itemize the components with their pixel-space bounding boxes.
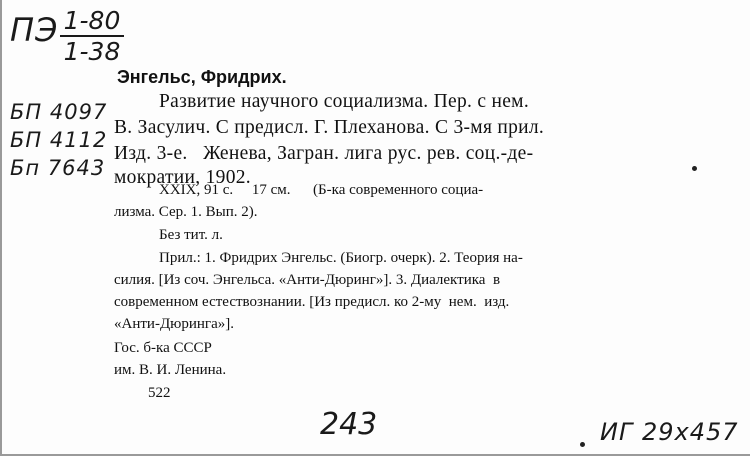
title-line-2: В. Засулич. С предисл. Г. Плеханова. С 3-мя прил. <box>114 117 545 138</box>
shelf-mark-prefix: ПЭ <box>10 11 59 49</box>
shelf-mark-fraction <box>60 8 124 65</box>
notes-line-3: современном естествознании. [Из предисл. ко 2-му нем. изд. <box>114 294 510 310</box>
inventory-number-2: БП 4112 <box>10 128 108 152</box>
title-line-3: Изд. 3-е. Женева, Загран. лига рус. рев. соц.-де- <box>114 143 534 164</box>
notes-line-1: Прил.: 1. Фридрих Энгельс. (Биогр. очерк). 2. Теория на- <box>159 250 523 266</box>
handwritten-code: ИГ 29х457 <box>600 418 739 446</box>
inventory-number-3: Бп 7643 <box>10 156 106 180</box>
shelf-mark-top: 1-80 <box>63 6 121 35</box>
ink-dot <box>580 442 585 447</box>
library-line-1: Гос. б-ка СССР <box>114 340 212 356</box>
notes-line-2: силия. [Из соч. Энгельса. «Анти-Дюринг»]. 3. Диалектика в <box>114 272 501 288</box>
library-line-2: им. В. И. Ленина. <box>114 362 227 378</box>
physical-description-line-2: лизма. Сер. 1. Вып. 2). <box>114 204 258 220</box>
handwritten-number: 243 <box>320 407 378 442</box>
author-heading: Энгельс, Фридрих. <box>117 67 287 87</box>
ink-dot <box>692 166 697 171</box>
title-line-1: Развитие научного социализма. Пер. с нем. <box>159 91 529 112</box>
notes-line-4: «Анти-Дюринга»]. <box>114 316 234 332</box>
physical-description-line-1: XXIX, 91 с. 17 см. (Б-ка современного социа- <box>159 182 484 198</box>
shelf-mark-bottom: 1-38 <box>63 37 121 66</box>
card-number: 522 <box>148 385 171 401</box>
title-line-4: мократии, 1902. <box>114 167 251 188</box>
inventory-number-1: БП 4097 <box>10 100 108 124</box>
no-title-page-note: Без тит. л. <box>159 227 223 243</box>
